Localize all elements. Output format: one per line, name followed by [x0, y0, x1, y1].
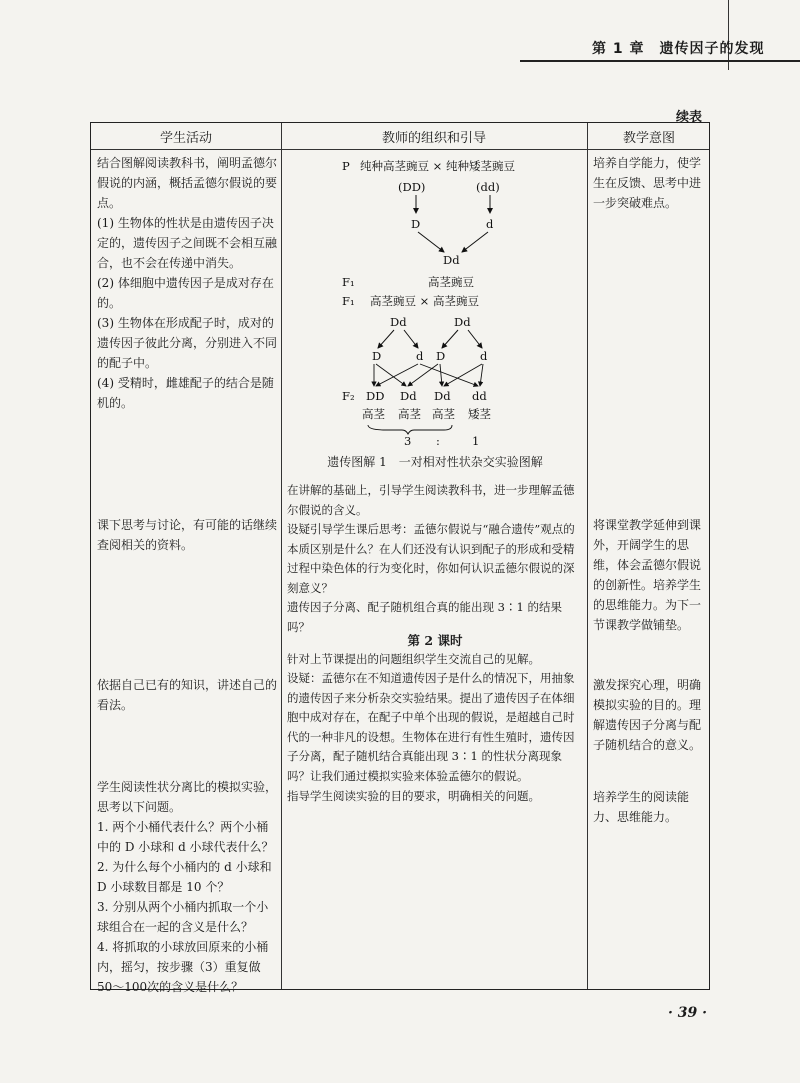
teacher-para-4: 针对上节课提出的问题组织学生交流自己的见解。	[287, 652, 540, 666]
header-rule	[520, 60, 800, 62]
p-genotype-dd-upper: (DD)	[398, 180, 426, 194]
student-activity-2: 课下思考与讨论，有可能的话继续查阅相关的资料。	[97, 518, 278, 552]
f2-phenotype: 矮茎	[468, 407, 491, 421]
f1-gamete: D	[436, 349, 446, 363]
teacher-para-3: 遗传因子分离、配子随机组合真的能出现 3∶1 的结果吗？	[287, 600, 562, 634]
student-text: 1. 两个小桶代表什么？两个小桶中的 D 小球和 d 小球代表什么？	[97, 820, 274, 854]
header-teacher: 教师的组织和引导	[381, 131, 486, 146]
table-header-row	[91, 123, 709, 150]
gamete-d-upper: D	[411, 217, 421, 231]
p-genotype-dd-lower: (dd)	[476, 180, 500, 194]
f1-parent: Dd	[390, 315, 407, 329]
gamete-d-lower: d	[486, 217, 494, 231]
f1-label: F₁	[342, 294, 355, 308]
f1-cross: 高茎豌豆 × 高茎豌豆	[370, 294, 479, 308]
intent-4: 培养学生的阅读能力、思维能力。	[593, 790, 690, 824]
student-text: 学生阅读性状分离比的模拟实验，思考以下问题。	[97, 780, 278, 814]
f1-genotype: Dd	[443, 253, 460, 267]
continued-label: 续表	[676, 110, 703, 125]
f2-phenotype: 高茎	[398, 407, 421, 421]
column-divider	[281, 123, 282, 989]
intent-1: 培养自学能力，使学生在反馈、思考中进一步突破难点。	[593, 156, 702, 210]
arrow	[468, 330, 482, 348]
f2-genotype: Dd	[434, 389, 451, 403]
student-text: 2. 为什么每个小桶内的 d 小球和 D 小球数目都是 10 个？	[97, 860, 272, 894]
p-cross: 纯种高茎豌豆 × 纯种矮茎豌豆	[360, 160, 515, 173]
header-intent: 教学意图	[622, 131, 675, 146]
arrow	[376, 364, 418, 386]
arrow	[440, 364, 442, 386]
intent-3: 激发探究心理，明确模拟实验的目的。理解遗传因子分离与配子随机结合的意义。	[593, 678, 702, 752]
arrow	[480, 364, 483, 386]
arrow	[378, 330, 394, 348]
diagram-caption: 遗传图解 1 一对相对性状杂交实验图解	[327, 455, 543, 469]
student-activity-3: 依据自己已有的知识，讲述自己的看法。	[97, 678, 278, 712]
p-label: P	[342, 160, 350, 173]
f2-phenotype: 高茎	[362, 407, 385, 421]
f2-phenotype: 高茎	[432, 407, 455, 421]
student-text: (4) 受精时，雌雄配子的结合是随机的。	[97, 376, 274, 410]
student-text: (3) 生物体在形成配子时，成对的遗传因子彼此分离，分别进入不同的配子中。	[97, 316, 278, 370]
arrow	[442, 330, 458, 348]
f1-gamete: d	[480, 349, 488, 363]
f1-gamete: d	[416, 349, 424, 363]
student-activity-4	[97, 777, 277, 997]
ratio-left: 3	[404, 434, 412, 446]
student-activity-1	[97, 153, 277, 413]
intent-2: 将课堂教学延伸到课外，开阔学生的思维，体会孟德尔假说的创新性。培养学生的思维能力。为下一节课教学做铺垫。	[593, 518, 702, 632]
student-text: 4. 将抓取的小球放回原来的小桶内，摇匀，按步骤（3）重复做 50～100次的含义是什么？	[97, 940, 269, 994]
teacher-para-1: 在讲解的基础上，引导学生阅读教科书，进一步理解孟德尔假说的含义。	[287, 483, 575, 517]
column-divider	[587, 123, 588, 989]
f1-gamete: D	[372, 349, 382, 363]
ratio-right: 1	[472, 434, 480, 446]
student-text: 3. 分别从两个小桶内抓取一个小球组合在一起的含义是什么？	[97, 900, 269, 934]
arrow	[376, 364, 406, 386]
f1-phenotype: 高茎豌豆	[428, 275, 474, 289]
f1-parent: Dd	[454, 315, 471, 329]
arrow	[462, 232, 488, 252]
teacher-para-6: 指导学生阅读实验的目的要求，明确相关的问题。	[287, 789, 540, 803]
f2-label: F₂	[342, 389, 355, 403]
genetic-cross-diagram	[316, 160, 516, 446]
f2-genotype: dd	[472, 389, 487, 403]
student-text: (1) 生物体的性状是由遗传因子决定的，遗传因子之间既不会相互融合，也不会在传递中消失。	[97, 216, 278, 270]
lesson-2-heading: 第 2 课时	[407, 633, 463, 648]
chapter-header: 第 1 章 遗传因子的发现	[592, 41, 765, 57]
brace	[368, 425, 452, 434]
header-student: 学生活动	[159, 131, 212, 146]
f1-label: F₁	[342, 275, 355, 289]
ratio-separator: :	[436, 434, 440, 446]
page-number: · 39 ·	[668, 1005, 707, 1021]
teacher-para-2: 设疑引导学生课后思考：孟德尔假说与“融合遗传”观点的本质区别是什么？在人们还没有认识到配子的形成和受精过程中染色体的行为变化时，你如何认识孟德尔假说的深刻意义？	[287, 522, 575, 595]
teacher-para-5: 设疑：孟德尔在不知道遗传因子是什么的情况下，用抽象的遗传因子来分析杂交实验结果。提出了遗传因子在体细胞中成对存在，在配子中单个出现的假说，是超越自己时代的一种非凡的设想。生物体在进行有性生殖时，遗传因子分离，配子随机结合真能出现 3∶1 的性状分离现象吗？让我们通过模拟实验来体验孟德尔的假说。	[287, 671, 575, 783]
f2-genotype: Dd	[400, 389, 417, 403]
student-text: (2) 体细胞中遗传因子是成对存在的。	[97, 276, 274, 310]
f2-genotype: DD	[366, 389, 385, 403]
arrow	[404, 330, 418, 348]
arrow	[418, 232, 444, 252]
student-text: 结合图解阅读教科书，阐明孟德尔假说的内涵，概括孟德尔假说的要点。	[97, 156, 278, 210]
